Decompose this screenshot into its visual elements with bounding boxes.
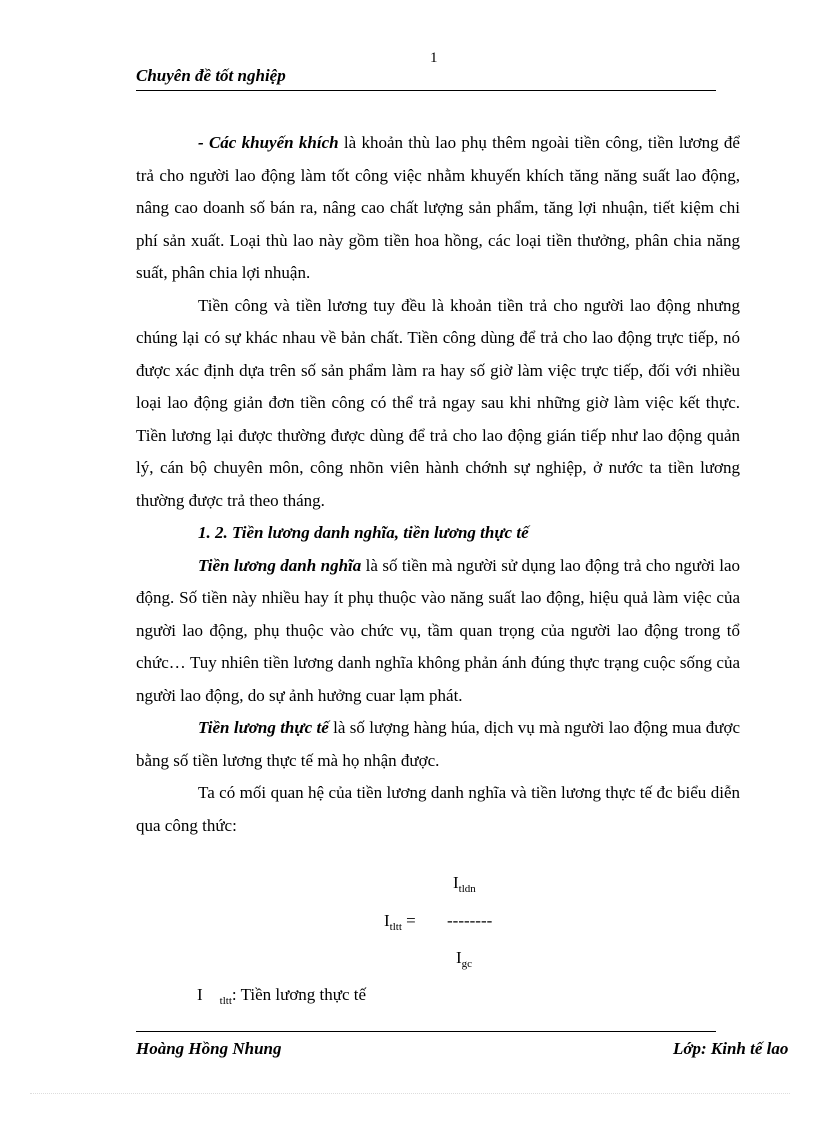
header-rule bbox=[136, 90, 716, 91]
paragraph-relation: Ta có mối quan hệ của tiền lương danh nghĩa và tiền lương thực tế đc biểu diễn qua công thức: bbox=[136, 783, 740, 835]
formula-fraction-line: -------- bbox=[447, 911, 493, 930]
page-number: 1 bbox=[430, 50, 438, 66]
incentives-term: - Các khuyến khích bbox=[198, 133, 339, 152]
paragraph-wage-vs-salary: Tiền công và tiền lương tuy đều là khoản tiền trả cho người lao động nhưng chúng lại có sự khác nhau về bản chất. Tiền công dùng để trả cho lao động trực tiếp, nó được xác định dựa trên số sản phẩm làm ra hay số giờ làm việc trực tiếp, đối với nhiều loại lao động giản đơn tiền công có thể trả ngay sau khi những giờ làm việc kết thực. Tiền lương lại được thường được dùng để trả cho lao động gián tiếp như lao động quản lý, cán bộ chuyên môn, công nhõn viên hành chớnh sự nghiệp, ở nước ta tiền lương thường được trả theo tháng. bbox=[136, 295, 740, 510]
formula-denominator: $I_{gc}$ bbox=[456, 948, 473, 970]
formula-lhs: $I_{tltt}$ = bbox=[384, 911, 416, 933]
formula-numerator: $I_{tldn}$ bbox=[453, 873, 476, 895]
footer-class: Lớp: Kinh tế lao bbox=[673, 1039, 789, 1058]
nominal-wage-term: Tiền lương danh nghĩa bbox=[198, 555, 362, 575]
definition-tltt: I $_{tltt}$: Tiền lương thực tế bbox=[197, 985, 367, 1007]
paragraph-real-wage bbox=[136, 712, 740, 777]
paragraph-incentives bbox=[136, 127, 740, 290]
real-wage-text: là số lượng hàng húa, dịch vụ mà người lao động mua được bằng số tiền lương thực tế mà họ nhận được. bbox=[136, 718, 741, 770]
paragraph-nominal-wage bbox=[136, 550, 740, 713]
footer-author: Hoàng Hồng Nhung bbox=[136, 1039, 282, 1058]
formula-equals: = bbox=[406, 911, 416, 930]
footer-rule bbox=[136, 1031, 716, 1032]
header-title: Chuyên đề tốt nghiệp bbox=[136, 66, 286, 85]
section-heading: 1. 2. Tiền lương danh nghĩa, tiền lương thực tế bbox=[198, 523, 529, 542]
body-text bbox=[136, 127, 740, 842]
nominal-wage-text: là số tiền mà người sử dụng lao động trả cho người lao động. Số tiền này nhiều hay ít phụ thuộc vào năng suất lao động, hiệu quả làm việc của người lao động, phụ thuộc vào chức vụ, tầm quan trọng của người lao động trong tổ chức… Tuy nhiên tiền lương danh nghĩa không phản ánh đúng thực trạng cuộc sống của người lao động, do sự ảnh hưởng cuar lạm phát. bbox=[136, 555, 740, 705]
incentives-text: là khoản thù lao phụ thêm ngoài tiền công, tiền lương để trả cho người lao động làm tốt công việc nhằm khuyến khích tăng năng suất lao động, nâng cao doanh số bán ra, nâng cao chất lượng sản phẩm, tăng lợi nhuận, tiết kiệm chi phí sản xuất. Loại thù lao này gồm tiền hoa hồng, các loại tiền thưởng, phân chia năng suất, phân chia lợi nhuận. bbox=[136, 133, 740, 282]
page-edge-divider bbox=[30, 1093, 790, 1094]
real-wage-term: Tiền lương thực tế bbox=[198, 718, 329, 737]
